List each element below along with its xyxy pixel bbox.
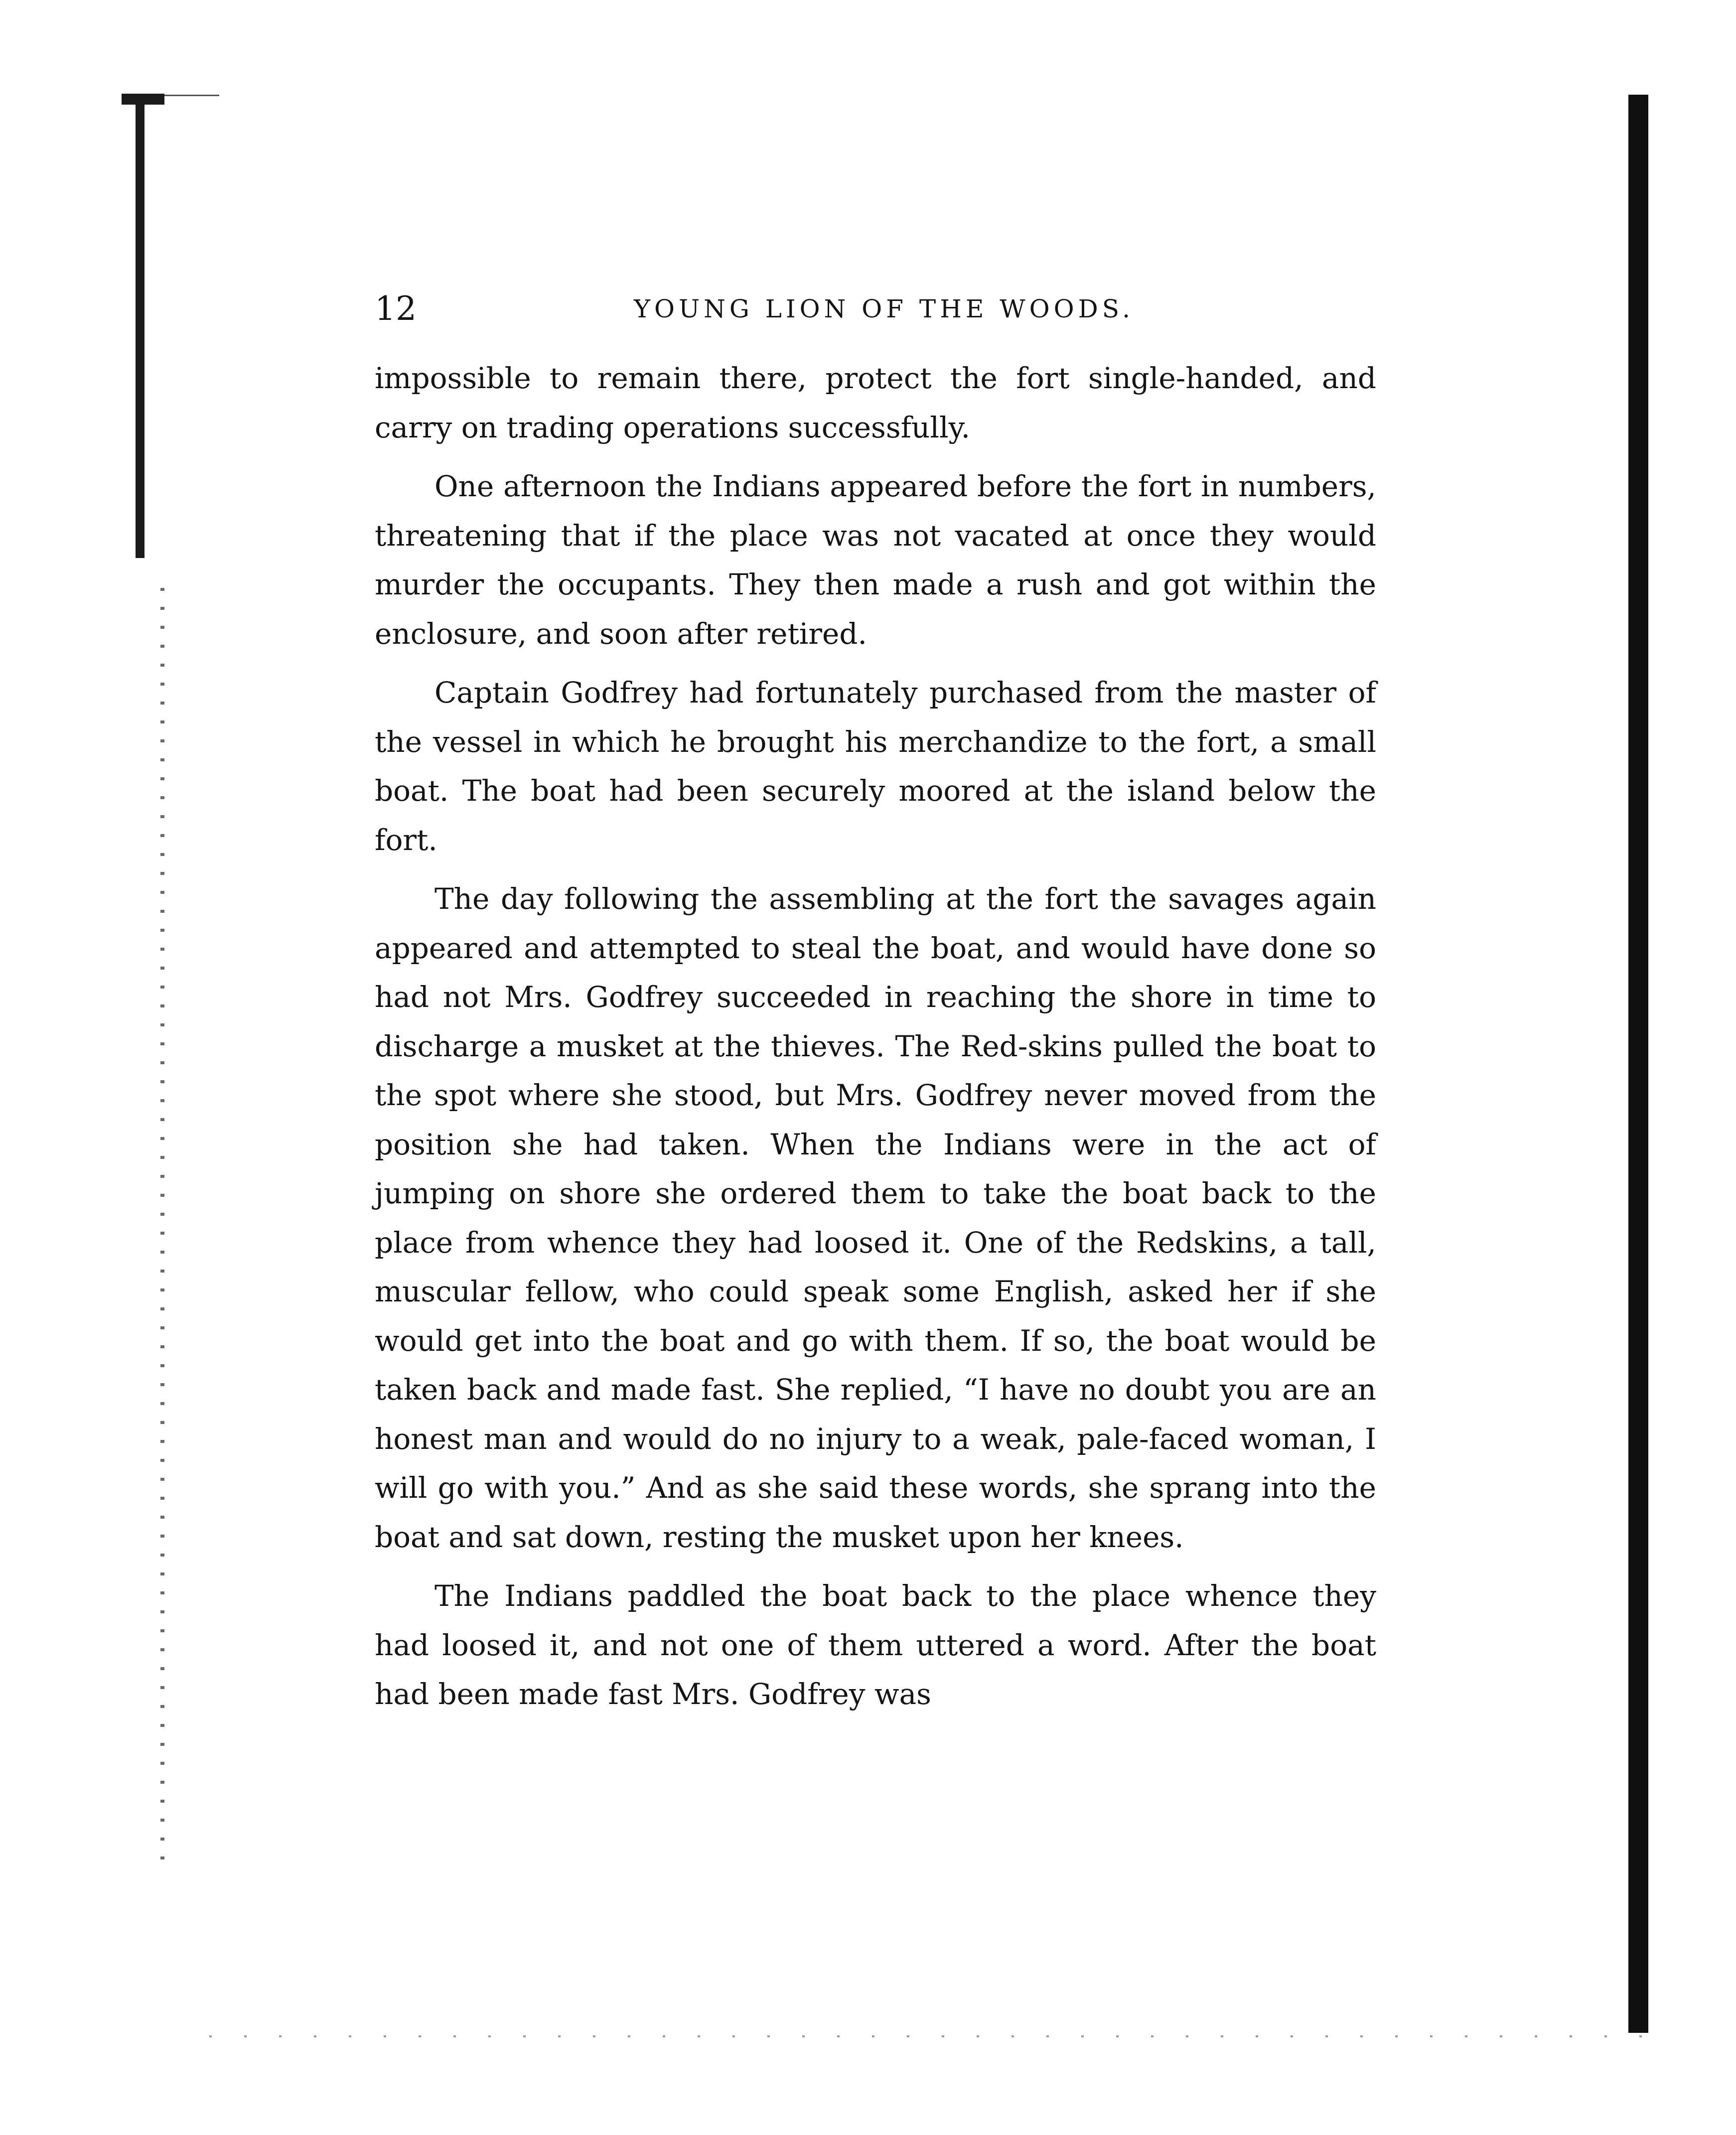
paragraph-4: The day following the assembling at the fort the savages again appeared and attempted to steal the boat, and would have done so had not Mrs. Godfrey succeeded in reaching the shore in time to discharge a musket at the thieves. The Red-skins pulled the boat to the spot where she stood, but Mrs. Godfrey never moved from the position she had taken. When the Indians were in the act of jumping on shore she ordered them to take the boat back to the place from whence they had loosed it. One of the Redskins, a tall, muscular fellow, who could speak some English, asked her if she would get into the boat and go with them. If so, the boat would be taken back and made fast. She replied, “I have no doubt you are an honest man and would do no injury to a weak, pale-faced woman, I will go with you.” And as she said these words, she sprang into the boat and sat down, resting the musket upon her knees. bbox=[375, 882, 1376, 1554]
paragraph-2: One afternoon the Indians appeared before the fort in numbers, threatening that if the place was not vacated at once they would murder the occupants. They then made a rush and got within the enclosure, and soon after retired. bbox=[375, 469, 1376, 651]
scan-gutter-specks bbox=[160, 588, 164, 1863]
scan-binding-mark-left bbox=[136, 95, 145, 558]
scan-bottom-specks bbox=[209, 2035, 1654, 2037]
paragraph-5: The Indians paddled the boat back to the place whence they had loosed it, and not one of them uttered a word. After the boat had been made fast Mrs. Godfrey was bbox=[375, 1579, 1376, 1711]
paragraph-3: Captain Godfrey had fortunately purchased from the master of the vessel in which he brought his merchandize to the fort, a small boat. The boat had been securely moored at the island below the fort. bbox=[375, 676, 1376, 857]
page-text bbox=[375, 354, 1376, 1729]
running-title: YOUNG LION OF THE WOODS. bbox=[634, 294, 1135, 323]
scan-binding-line bbox=[164, 95, 219, 96]
running-head bbox=[375, 284, 1381, 334]
scan-page-edge-right bbox=[1628, 95, 1648, 2033]
paragraph-1: impossible to remain there, protect the fort single-handed, and carry on trading operations successfully. bbox=[375, 361, 1376, 444]
page-number: 12 bbox=[375, 289, 417, 328]
